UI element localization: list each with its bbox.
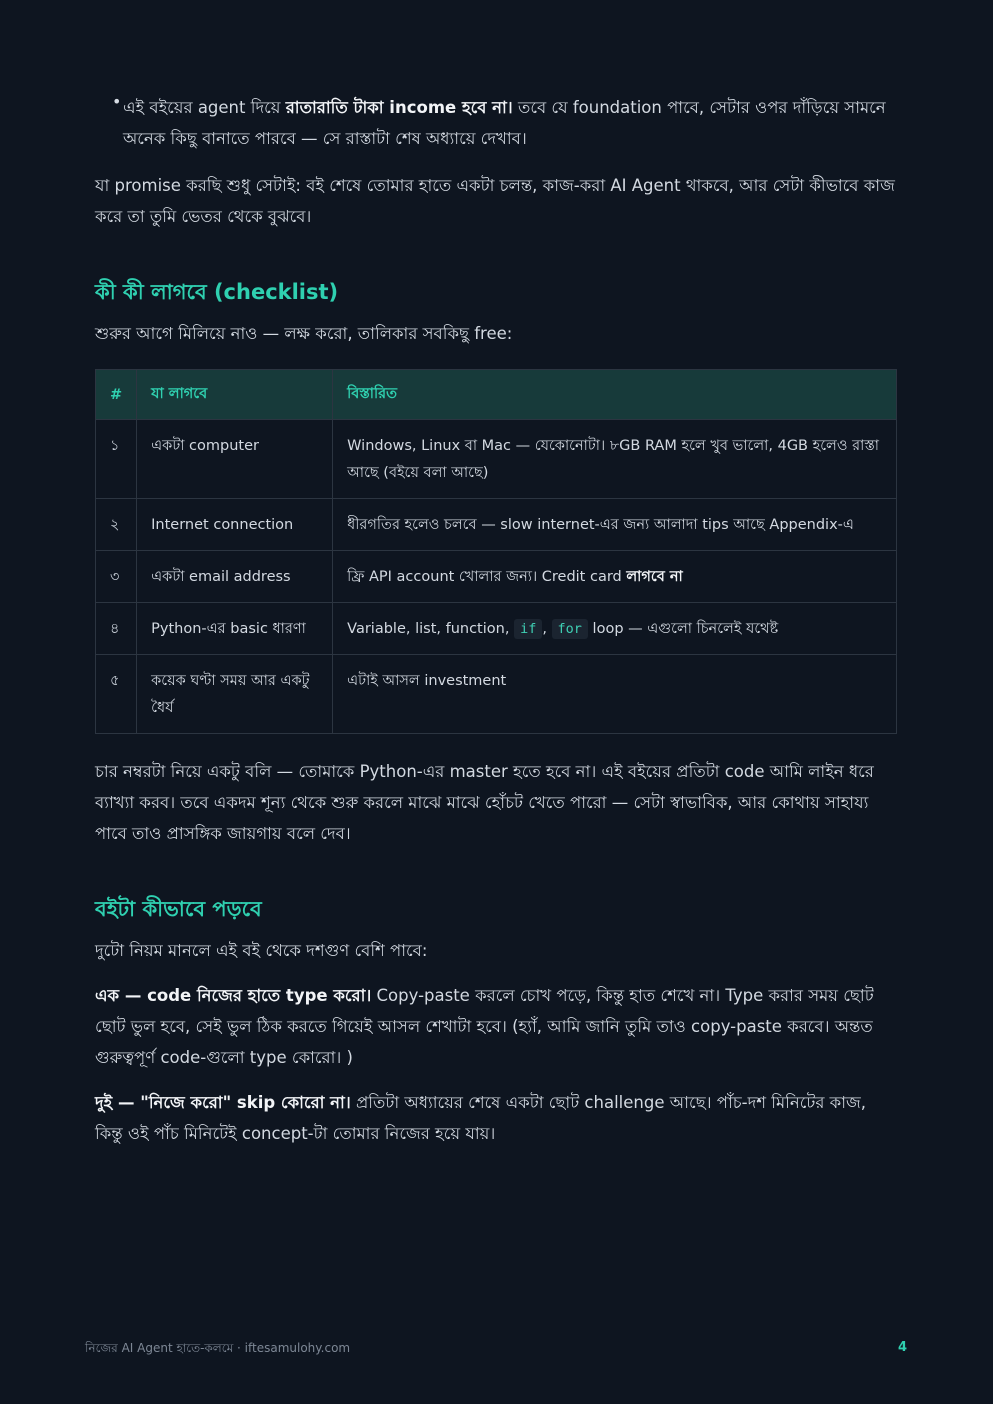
table-row	[96, 655, 897, 734]
howto-heading: বইটা কীভাবে পড়বে	[95, 897, 262, 921]
checklist-note: চার নম্বরটা নিয়ে একটু বলি — তোমাকে Python-এর master হতে হবে না। এই বইয়ের প্রতিটা code আমি লাইন ধরে ব্যাখ্যা করব। তবে একদম শূন্য থেকে শুরু করলে মাঝে মাঝে হোঁচট খেতে পারো — সেটা স্বাভাবিক, আর কোথায় সাহায্য পাবে তাও প্রাসঙ্গিক জায়গায় বলে দেব।	[95, 762, 874, 843]
code-separator: ,	[542, 621, 552, 637]
row-item: একটা computer	[137, 420, 333, 499]
row-num: ৪	[96, 603, 137, 655]
page-number: 4	[897, 1340, 907, 1355]
row-detail	[333, 603, 897, 655]
row-detail: এটাই আসল investment	[333, 655, 897, 734]
page-footer	[85, 1340, 907, 1360]
row-detail-bold: লাগবে না	[626, 569, 683, 585]
header-num: #	[96, 370, 137, 420]
promise-paragraph: যা promise করছি শুধু সেটাই: বই শেষে তোমার হাতে একটা চলন্ত, কাজ-করা AI Agent থাকবে, আর সেটা কীভাবে কাজ করে তা তুমি ভেতর থেকে বুঝবে।	[95, 176, 895, 226]
inline-code-if: if	[514, 619, 542, 639]
rule-two-bold: দুই — "নিজে করো" skip কোরো না।	[95, 1093, 351, 1112]
row-num: ২	[96, 499, 137, 551]
table-row	[96, 499, 897, 551]
table-row	[96, 551, 897, 603]
table-row	[96, 603, 897, 655]
checklist-heading: কী কী লাগবে (checklist)	[95, 280, 339, 304]
row-num: ৫	[96, 655, 137, 734]
row-detail-text-post: loop — এগুলো চিনলেই যথেষ্ট	[587, 621, 779, 637]
row-item: একটা email address	[137, 551, 333, 603]
row-detail-text: Variable, list, function,	[347, 621, 515, 637]
howto-lead: দুটো নিয়ম মানলে এই বই থেকে দশগুণ বেশি পাবে:	[95, 941, 428, 960]
page-content	[95, 92, 897, 1149]
bullet-dot: •	[112, 92, 122, 111]
bullet-text-pre: এই বইয়ের agent দিয়ে	[123, 98, 286, 117]
row-item: কয়েক ঘণ্টা সময় আর একটু ধৈর্য	[137, 655, 333, 734]
bullet-bold: রাতারাতি টাকা income হবে না।	[285, 98, 513, 117]
row-num: ১	[96, 420, 137, 499]
rule-one-text: Copy-paste করলে চোখ পড়ে, কিন্তু হাত শেখে না। Type করার সময় ছোট ছোট ভুল হবে, সেই ভুল ঠিক করতে গিয়েই আসল শেখাটা হবে। (হ্যাঁ, আমি জানি তুমি তাও copy-paste করবে। অন্তত গুরুত্বপূর্ণ code-গুলো type কোরো। )	[95, 986, 874, 1067]
rule-one-bold: এক — code নিজের হাতে type করো।	[95, 986, 372, 1005]
bullet-text-post: তবে যে foundation পাবে, সেটার ওপর দাঁড়িয়ে সামনে অনেক কিছু বানাতে পারবে — সে রাস্তাটা শেষ অধ্যায়ে দেখাব।	[123, 98, 886, 148]
row-detail	[333, 551, 897, 603]
rule-one	[95, 980, 897, 1073]
footer-title: নিজের AI Agent হাতে-কলমে · iftesamulohy.com	[85, 1341, 351, 1355]
row-detail: ধীরগতির হলেও চলবে — slow internet-এর জন্য আলাদা tips আছে Appendix-এ	[333, 499, 897, 551]
header-detail: বিস্তারিত	[333, 370, 897, 420]
table-row	[96, 420, 897, 499]
checklist-lead: শুরুর আগে মিলিয়ে নাও — লক্ষ করো, তালিকার সবকিছু free:	[95, 324, 513, 343]
row-detail-text: ফ্রি API account খোলার জন্য। Credit card	[347, 569, 627, 585]
row-item: Internet connection	[137, 499, 333, 551]
header-item: যা লাগবে	[137, 370, 333, 420]
rule-two	[95, 1087, 897, 1149]
rule-two-text: প্রতিটা অধ্যায়ের শেষে একটা ছোট challenge আছে। পাঁচ-দশ মিনিটের কাজ, কিন্তু ওই পাঁচ মিনিটেই concept-টা তোমার নিজের হয়ে যায়।	[95, 1093, 866, 1143]
row-num: ৩	[96, 551, 137, 603]
table-header-row	[96, 370, 897, 420]
row-detail: Windows, Linux বা Mac — যেকোনোটা। ৮GB RAM হলে খুব ভালো, 4GB হলেও রাস্তা আছে (বইয়ে বলা আছে)	[333, 420, 897, 499]
intro-bullet	[95, 92, 897, 154]
inline-code-for: for	[552, 619, 588, 639]
row-item: Python-এর basic ধারণা	[137, 603, 333, 655]
checklist-table	[95, 369, 897, 734]
